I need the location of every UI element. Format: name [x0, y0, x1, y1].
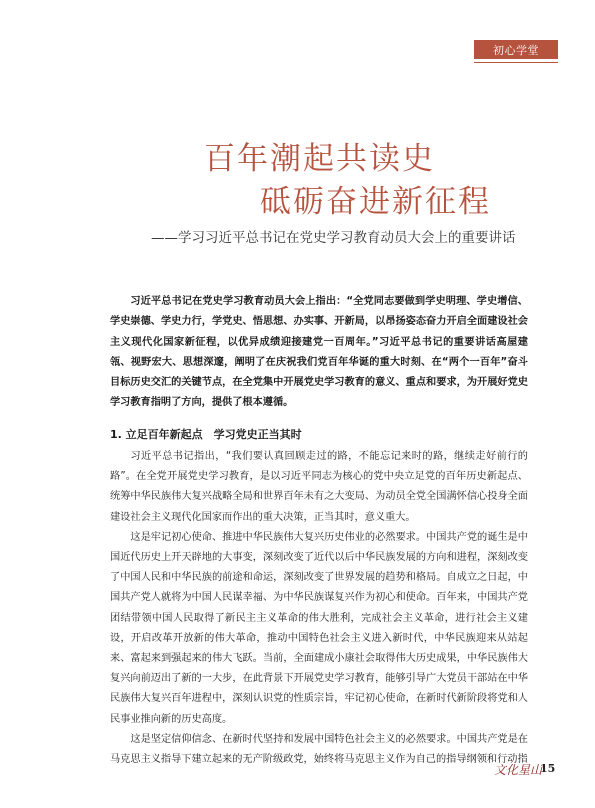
body-paragraph: 这是牢记初心使命、推进中华民族伟大复兴历史伟业的必然要求。中国共产党的诞生是中国近代历史上开天辟地的大事变，深刻改变了近代以后中华民族发展的方向和进程，深刻改变了中国人民和中华民族的前途和命运，深刻改变了世界发展的趋势和格局。自成立之日起，中国共产党人就将为中国人民谋幸福、为中华民族谋复兴作为初心和使命。百年来，中国共产党团结带领中国人民取得了新民主主义革命的伟大胜利，完成社会主义革命，进行社会主义建设，开启改革开放新的伟大革命，推动中国特色社会主义进入新时代，中华民族迎来从站起来、富起来到强起来的伟大飞跃。当前，全面建成小康社会取得伟大历史成果，中华民族伟大复兴向前迈出了新的一大步，在此背景下开展党史学习教育，能够引导广大党员干部站在中华民族伟大复兴百年进程中，深刻认识党的性质宗旨，牢记初心使命，在新时代新阶段将党和人民事业推向新的历史高度。 — [110, 531, 528, 725]
body-paragraph: 习近平总书记指出，“我们要认真回顾走过的路，不能忘记来时的路，继续走好前行的路”。在全党开展党史学习教育，是以习近平同志为核心的党中央立足党的百年历史新起点、统筹中华民族伟大复兴战略全局和世界百年未有之大变局、为动员全党全国满怀信心投身全面建设社会主义现代化国家而作出的重大决策，正当其时，意义重大。 — [110, 451, 528, 523]
section-tag: 初心学堂 — [474, 40, 558, 59]
body-paragraph: 这是坚定信仰信念、在新时代坚持和发展中国特色社会主义的必然要求。中国共产党是在马克思主义指导下建立起来的无产阶级政党，始终将马克思主义作为自己的指导纲领和行动指 — [110, 733, 528, 766]
section-tag-divider — [474, 62, 558, 63]
article-title-line1: 百年潮起共读史 — [204, 141, 435, 177]
magazine-logo: 文化星山 — [494, 763, 543, 777]
article-title-line2: 砥砺奋进新征程 — [260, 184, 491, 220]
body-text — [110, 447, 528, 770]
section-heading: 1. 立足百年新起点 学习党史正当其时 — [110, 428, 302, 441]
page-number: 15 — [540, 762, 556, 775]
article-subtitle: ——学习习近平总书记在党史学习教育动员大会上的重要讲话 — [151, 230, 516, 246]
intro-paragraph: 习近平总书记在党史学习教育动员大会上指出：“全党同志要做到学史明理、学史增信、学史崇德、学史力行，学党史、悟思想、办实事、开新局，以昂扬姿态奋力开启全面建设社会主义现代化国家新征程，以优异成绩迎接建党一百周年。”习近平总书记的重要讲话高屋建瓴、视野宏大、思想深邃，阐明了在庆祝我们党百年华诞的重大时刻、在“两个一百年”奋斗目标历史交汇的关键节点，在全党集中开展党史学习教育的意义、重点和要求，为开展好党史学习教育指明了方向，提供了根本遵循。 — [110, 296, 528, 409]
